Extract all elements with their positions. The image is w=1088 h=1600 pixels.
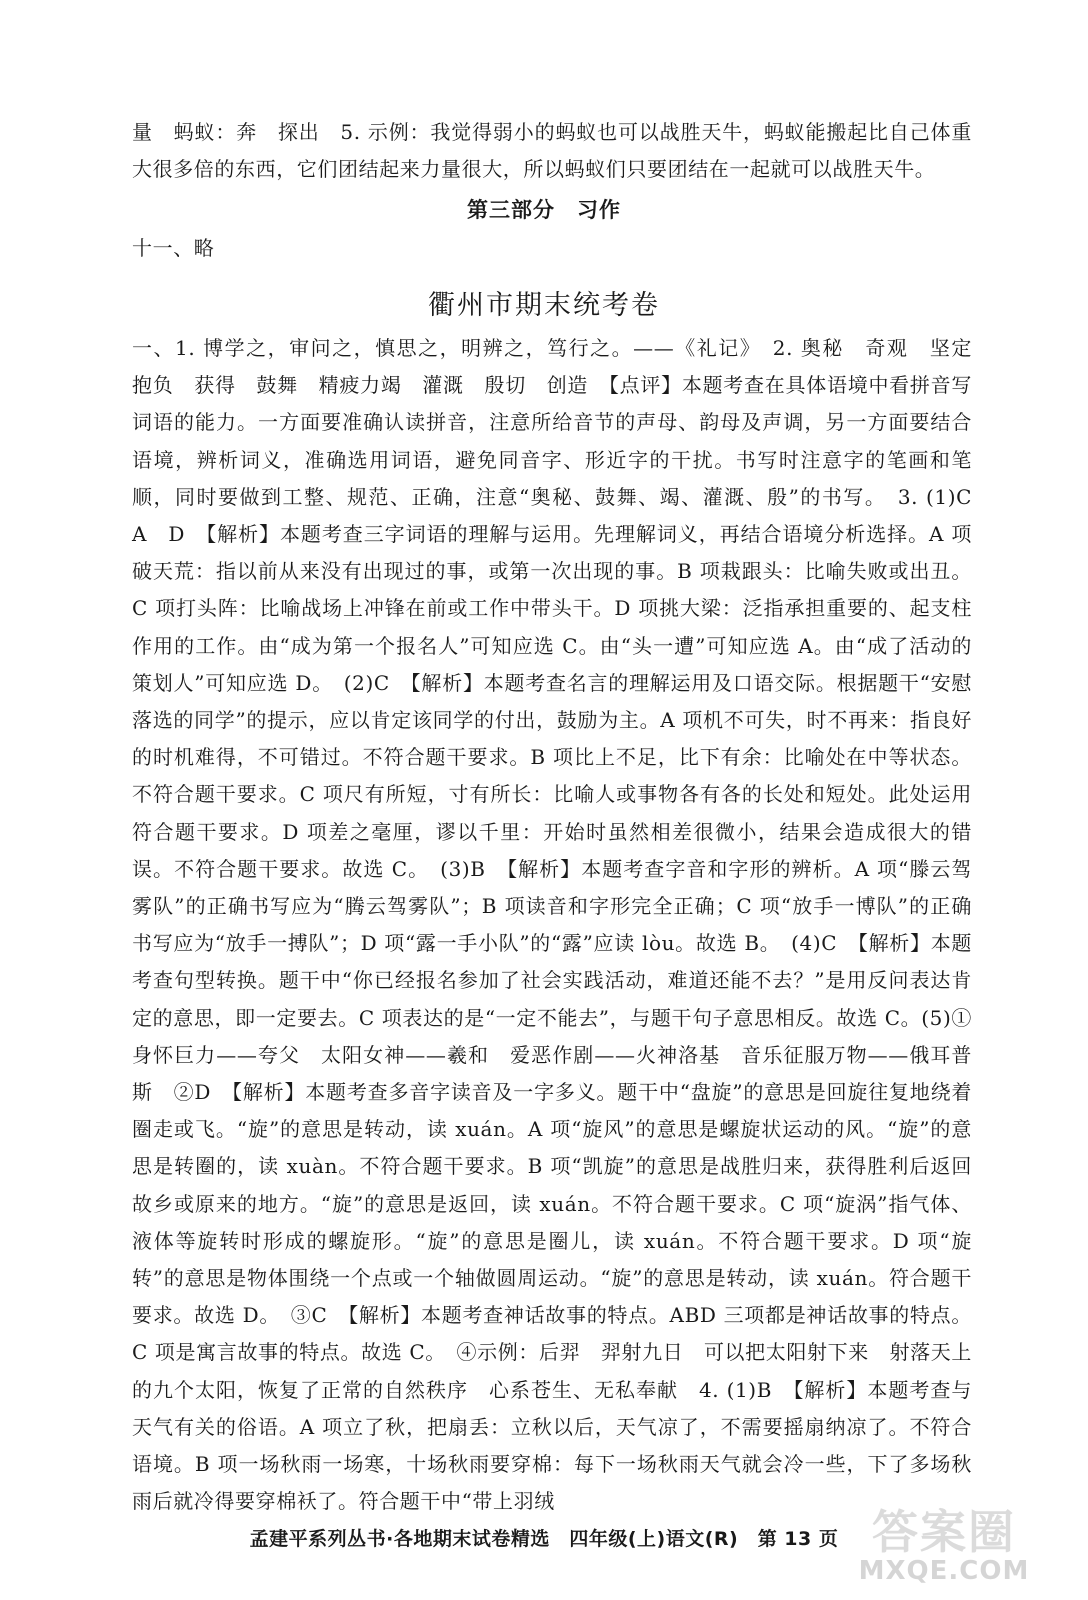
watermark-url: MXQE.COM <box>858 1556 1030 1586</box>
answer-eleven: 十一、略 <box>132 236 215 260</box>
exam-title: 衢州市期末统考卷 <box>428 290 660 321</box>
section-heading-part3: 第三部分 习作 <box>467 198 621 222</box>
watermark-logo <box>844 1496 1044 1592</box>
page-footer: 孟建平系列丛书·各地期末试卷精选 四年级(上)语文(R) 第 13 页 <box>249 1528 839 1550</box>
answer-paragraph-main: 一、1. 博学之，审问之，慎思之，明辨之，笃行之。——《礼记》 2. 奥秘 奇观 坚定 抱负 获得 鼓舞 精疲力竭 灌溉 殷切 创造 【点评】本题考查在具体语境中看拼音写词语的能力。一方面要准确认读拼音，注意所给音节的声母、韵母及声调，另一方面要结合语境，辨析词义，准确选用词语，避免同音字、形近字的干扰。书写时注意字的笔画和笔顺，同时要做到工整、规范、正确，注意“奥秘、鼓舞、竭、灌溉、殷”的书写。 3. (1)C A D 【解析】本题考查三字词语的理解与运用。先理解词义，再结合语境分析选择。A 项破天荒：指以前从来没有出现过的事，或第一次出现的事。B 项栽跟头：比喻失败或出丑。C 项打头阵：比喻战场上冲锋在前或工作中带头干。D 项挑大梁：泛指承担重要的、起支柱作用的工作。由“成为第一个报名人”可知应选 C。由“头一遭”可知应选 A。由“成了活动的策划人”可知应选 D。 (2)C 【解析】本题考查名言的理解运用及口语交际。根据题干“安慰落选的同学”的提示，应以肯定该同学的付出，鼓励为主。A 项机不可失，时不再来：指良好的时机难得，不可错过。不符合题干要求。B 项比上不足，比下有余：比喻处在中等状态。不符合题干要求。C 项尺有所短，寸有所长：比喻人或事物各有各的长处和短处。此处运用符合题干要求。D 项差之毫厘，谬以千里：开始时虽然相差很微小，结果会造成很大的错误。不符合题干要求。故选 C。 (3)B 【解析】本题考查字音和字形的辨析。A 项“滕云驾雾队”的正确书写应为“腾云驾雾队”；B 项读音和字形完全正确；C 项“放手一博队”的正确书写应为“放手一搏队”；D 项“露一手小队”的“露”应读 lòu。故选 B。 (4)C 【解析】本题考查句型转换。题干中“你已经报名参加了社会实践活动，难道还能不去？”是用反问表达肯定的意思，即一定要去。C 项表达的是“一定不能去”，与题干句子意思相反。故选 C。(5)①身怀巨力——夸父 太阳女神——羲和 爱恶作剧——火神洛基 音乐征服万物——俄耳普斯 ②D 【解析】本题考查多音字读音及一字多义。题干中“盘旋”的意思是回旋往复地绕着圈走或飞。“旋”的意思是转动，读 xuán。A 项“旋风”的意思是螺旋状运动的风。“旋”的意思是转圈的，读 xuàn。不符合题干要求。B 项“凯旋”的意思是战胜归来，获得胜利后返回故乡或原来的地方。“旋”的意思是返回，读 xuán。不符合题干要求。C 项“旋涡”指气体、液体等旋转时形成的螺旋形。“旋”的意思是圈儿，读 xuán。不符合题干要求。D 项“旋转”的意思是物体围绕一个点或一个轴做圆周运动。“旋”的意思是转动，读 xuán。符合题干要求。故选 D。 ③C 【解析】本题考查神话故事的特点。ABD 三项都是神话故事的特点。C 项是寓言故事的特点。故选 C。 ④示例：后羿 羿射九日 可以把太阳射下来 射落天上的九个太阳，恢复了正常的自然秩序 心系苍生、无私奉献 4. (1)B 【解析】本题考查与天气有关的俗语。A 项立了秋，把扇丢：立秋以后，天气凉了，不需要摇扇纳凉了。不符合语境。B 项一场秋雨一场寒，十场秋雨要穿棉：每下一场秋雨天气就会冷一些，下了多场秋雨后就冷得要穿棉袄了。符合题干中“带上羽绒 <box>132 336 993 1514</box>
answer-paragraph-continued: 量 蚂蚁：奔 探出 5. 示例：我觉得弱小的蚂蚁也可以战胜天牛，蚂蚁能搬起比自己体重大很多倍的东西，它们团结起来力量很大，所以蚂蚁们只要团结在一起就可以战胜天牛。 <box>132 120 972 182</box>
watermark-text: 答案圈 <box>872 1505 1016 1559</box>
